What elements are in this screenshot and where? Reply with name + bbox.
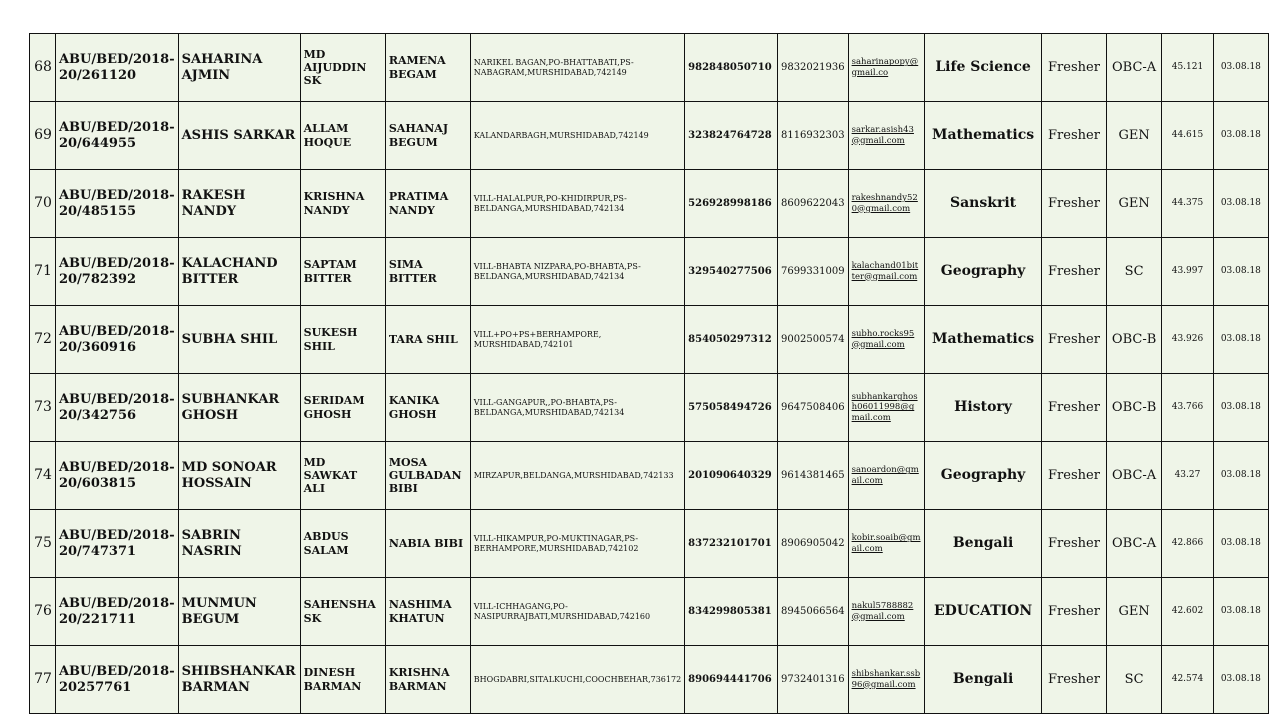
subject-cell: Sanskrit xyxy=(925,170,1042,238)
student-name-cell: MD SONOAR HOSSAIN xyxy=(178,442,300,510)
admission-date-cell: 03.08.18 xyxy=(1213,374,1268,442)
registration-number-cell: ABU/BED/2018-20/360916 xyxy=(55,306,178,374)
student-name-cell: SAHARINA AJMIN xyxy=(178,34,300,102)
student-name-cell: SABRIN NASRIN xyxy=(178,510,300,578)
category-cell: SC xyxy=(1107,646,1162,714)
admission-date-cell: 03.08.18 xyxy=(1213,238,1268,306)
aadhaar-number-cell: 837232101701 xyxy=(685,510,778,578)
status-cell: Fresher xyxy=(1041,510,1106,578)
admission-date-cell: 03.08.18 xyxy=(1213,102,1268,170)
mobile-number-cell: 8609622043 xyxy=(777,170,848,238)
percentage-cell: 43.27 xyxy=(1162,442,1214,510)
category-cell: OBC-A xyxy=(1107,34,1162,102)
serial-number-cell: 76 xyxy=(30,578,56,646)
serial-number-cell: 68 xyxy=(30,34,56,102)
mobile-number-cell: 9614381465 xyxy=(777,442,848,510)
registration-number-cell: ABU/BED/2018-20257761 xyxy=(55,646,178,714)
student-name-cell: ASHIS SARKAR xyxy=(178,102,300,170)
serial-number-cell: 75 xyxy=(30,510,56,578)
table-row xyxy=(30,238,1269,306)
mother-name-cell: PRATIMA NANDY xyxy=(385,170,470,238)
address-cell: MIRZAPUR,BELDANGA,MURSHIDABAD,742133 xyxy=(470,442,684,510)
serial-number-cell: 70 xyxy=(30,170,56,238)
category-cell: GEN xyxy=(1107,170,1162,238)
aadhaar-number-cell: 201090640329 xyxy=(685,442,778,510)
mobile-number-cell: 8116932303 xyxy=(777,102,848,170)
registration-number-cell: ABU/BED/2018-20/342756 xyxy=(55,374,178,442)
status-cell: Fresher xyxy=(1041,170,1106,238)
aadhaar-number-cell: 834299805381 xyxy=(685,578,778,646)
category-cell: GEN xyxy=(1107,578,1162,646)
category-cell: SC xyxy=(1107,238,1162,306)
table-row xyxy=(30,510,1269,578)
percentage-cell: 43.926 xyxy=(1162,306,1214,374)
student-name-cell: SUBHANKAR GHOSH xyxy=(178,374,300,442)
percentage-cell: 45.121 xyxy=(1162,34,1214,102)
father-name-cell: KRISHNA NANDY xyxy=(300,170,385,238)
subject-cell: EDUCATION xyxy=(925,578,1042,646)
status-cell: Fresher xyxy=(1041,238,1106,306)
mother-name-cell: SAHANAJ BEGUM xyxy=(385,102,470,170)
student-name-cell: RAKESH NANDY xyxy=(178,170,300,238)
registration-number-cell: ABU/BED/2018-20/221711 xyxy=(55,578,178,646)
status-cell: Fresher xyxy=(1041,306,1106,374)
admission-date-cell: 03.08.18 xyxy=(1213,442,1268,510)
serial-number-cell: 77 xyxy=(30,646,56,714)
subject-cell: Bengali xyxy=(925,510,1042,578)
email-address-cell[interactable]: sanoardon@gmail.com xyxy=(848,442,925,510)
category-cell: OBC-A xyxy=(1107,510,1162,578)
student-name-cell: KALACHAND BITTER xyxy=(178,238,300,306)
email-address-cell[interactable]: rakeshnandy520@gmail.com xyxy=(848,170,925,238)
aadhaar-number-cell: 526928998186 xyxy=(685,170,778,238)
mother-name-cell: SIMA BITTER xyxy=(385,238,470,306)
percentage-cell: 42.866 xyxy=(1162,510,1214,578)
subject-cell: Geography xyxy=(925,238,1042,306)
email-address-cell[interactable]: subhankarghosh06011998@gmail.com xyxy=(848,374,925,442)
mother-name-cell: NASHIMA KHATUN xyxy=(385,578,470,646)
table-row xyxy=(30,170,1269,238)
mobile-number-cell: 7699331009 xyxy=(777,238,848,306)
category-cell: OBC-B xyxy=(1107,306,1162,374)
subject-cell: Life Science xyxy=(925,34,1042,102)
table-row xyxy=(30,578,1269,646)
percentage-cell: 42.602 xyxy=(1162,578,1214,646)
father-name-cell: ALLAM HOQUE xyxy=(300,102,385,170)
table-row xyxy=(30,646,1269,714)
address-cell: VILL-HIKAMPUR,PO-MUKTINAGAR,PS-BERHAMPORE,MURSHIDABAD,742102 xyxy=(470,510,684,578)
aadhaar-number-cell: 575058494726 xyxy=(685,374,778,442)
admission-date-cell: 03.08.18 xyxy=(1213,306,1268,374)
percentage-cell: 44.615 xyxy=(1162,102,1214,170)
registration-number-cell: ABU/BED/2018-20/261120 xyxy=(55,34,178,102)
email-address-cell[interactable]: kalachand01bitter@gmail.com xyxy=(848,238,925,306)
serial-number-cell: 69 xyxy=(30,102,56,170)
father-name-cell: ABDUS SALAM xyxy=(300,510,385,578)
percentage-cell: 43.997 xyxy=(1162,238,1214,306)
table-row xyxy=(30,102,1269,170)
father-name-cell: SERIDAM GHOSH xyxy=(300,374,385,442)
subject-cell: Geography xyxy=(925,442,1042,510)
address-cell: VILL-GANGAPUR,,PO-BHABTA,PS-BELDANGA,MURSHIDABAD,742134 xyxy=(470,374,684,442)
percentage-cell: 44.375 xyxy=(1162,170,1214,238)
table-row xyxy=(30,34,1269,102)
registration-number-cell: ABU/BED/2018-20/782392 xyxy=(55,238,178,306)
email-address-cell[interactable]: nakul5788882@gmail.com xyxy=(848,578,925,646)
subject-cell: Mathematics xyxy=(925,102,1042,170)
table-row xyxy=(30,306,1269,374)
status-cell: Fresher xyxy=(1041,374,1106,442)
admission-date-cell: 03.08.18 xyxy=(1213,510,1268,578)
student-name-cell: SHIBSHANKAR BARMAN xyxy=(178,646,300,714)
aadhaar-number-cell: 329540277506 xyxy=(685,238,778,306)
status-cell: Fresher xyxy=(1041,34,1106,102)
address-cell: VILL+PO+PS+BERHAMPORE, MURSHIDABAD,742101 xyxy=(470,306,684,374)
registration-number-cell: ABU/BED/2018-20/747371 xyxy=(55,510,178,578)
email-address-cell[interactable]: shibshankar.ssb96@gmail.com xyxy=(848,646,925,714)
mother-name-cell: MOSA GULBADAN BIBI xyxy=(385,442,470,510)
mobile-number-cell: 9732401316 xyxy=(777,646,848,714)
status-cell: Fresher xyxy=(1041,578,1106,646)
mother-name-cell: RAMENA BEGAM xyxy=(385,34,470,102)
mobile-number-cell: 9647508406 xyxy=(777,374,848,442)
category-cell: GEN xyxy=(1107,102,1162,170)
admission-date-cell: 03.08.18 xyxy=(1213,578,1268,646)
percentage-cell: 43.766 xyxy=(1162,374,1214,442)
email-address-cell[interactable]: kobir.soaib@gmail.com xyxy=(848,510,925,578)
admission-date-cell: 03.08.18 xyxy=(1213,170,1268,238)
category-cell: OBC-A xyxy=(1107,442,1162,510)
status-cell: Fresher xyxy=(1041,646,1106,714)
father-name-cell: MD SAWKAT ALI xyxy=(300,442,385,510)
serial-number-cell: 72 xyxy=(30,306,56,374)
father-name-cell: DINESH BARMAN xyxy=(300,646,385,714)
admission-date-cell: 03.08.18 xyxy=(1213,646,1268,714)
mother-name-cell: TARA SHIL xyxy=(385,306,470,374)
father-name-cell: SAHENSHA SK xyxy=(300,578,385,646)
aadhaar-number-cell: 323824764728 xyxy=(685,102,778,170)
father-name-cell: MD AIJUDDIN SK xyxy=(300,34,385,102)
email-address-cell[interactable]: sarkar.asish43@gmail.com xyxy=(848,102,925,170)
mobile-number-cell: 8906905042 xyxy=(777,510,848,578)
address-cell: VILL-HALALPUR,PO-KHIDIRPUR,PS-BELDANGA,MURSHIDABAD,742134 xyxy=(470,170,684,238)
father-name-cell: SAPTAM BITTER xyxy=(300,238,385,306)
aadhaar-number-cell: 854050297312 xyxy=(685,306,778,374)
father-name-cell: SUKESH SHIL xyxy=(300,306,385,374)
mobile-number-cell: 9832021936 xyxy=(777,34,848,102)
subject-cell: Mathematics xyxy=(925,306,1042,374)
address-cell: VILL-BHABTA NIZPARA,PO-BHABTA,PS-BELDANGA,MURSHIDABAD,742134 xyxy=(470,238,684,306)
serial-number-cell: 74 xyxy=(30,442,56,510)
table-row xyxy=(30,374,1269,442)
percentage-cell: 42.574 xyxy=(1162,646,1214,714)
mother-name-cell: NABIA BIBI xyxy=(385,510,470,578)
mother-name-cell: KANIKA GHOSH xyxy=(385,374,470,442)
serial-number-cell: 71 xyxy=(30,238,56,306)
mobile-number-cell: 8945066564 xyxy=(777,578,848,646)
student-name-cell: MUNMUN BEGUM xyxy=(178,578,300,646)
email-address-cell[interactable]: saharinapopy@gmail.co xyxy=(848,34,925,102)
registration-number-cell: ABU/BED/2018-20/603815 xyxy=(55,442,178,510)
table-row xyxy=(30,442,1269,510)
admission-date-cell: 03.08.18 xyxy=(1213,34,1268,102)
address-cell: NARIKEL BAGAN,PO-BHATTABATI,PS-NABAGRAM,MURSHIDABAD,742149 xyxy=(470,34,684,102)
email-address-cell[interactable]: subho.rocks95@gmail.com xyxy=(848,306,925,374)
aadhaar-number-cell: 890694441706 xyxy=(685,646,778,714)
merit-list-table xyxy=(29,33,1269,714)
status-cell: Fresher xyxy=(1041,102,1106,170)
student-name-cell: SUBHA SHIL xyxy=(178,306,300,374)
registration-number-cell: ABU/BED/2018-20/485155 xyxy=(55,170,178,238)
address-cell: BHOGDABRI,SITALKUCHI,COOCHBEHAR,736172 xyxy=(470,646,684,714)
registration-number-cell: ABU/BED/2018-20/644955 xyxy=(55,102,178,170)
mobile-number-cell: 9002500574 xyxy=(777,306,848,374)
address-cell: VILL-ICHHAGANG,PO-NASIPURRAJBATI,MURSHIDABAD,742160 xyxy=(470,578,684,646)
subject-cell: History xyxy=(925,374,1042,442)
subject-cell: Bengali xyxy=(925,646,1042,714)
status-cell: Fresher xyxy=(1041,442,1106,510)
aadhaar-number-cell: 982848050710 xyxy=(685,34,778,102)
serial-number-cell: 73 xyxy=(30,374,56,442)
address-cell: KALANDARBAGH,MURSHIDABAD,742149 xyxy=(470,102,684,170)
mother-name-cell: KRISHNA BARMAN xyxy=(385,646,470,714)
category-cell: OBC-B xyxy=(1107,374,1162,442)
